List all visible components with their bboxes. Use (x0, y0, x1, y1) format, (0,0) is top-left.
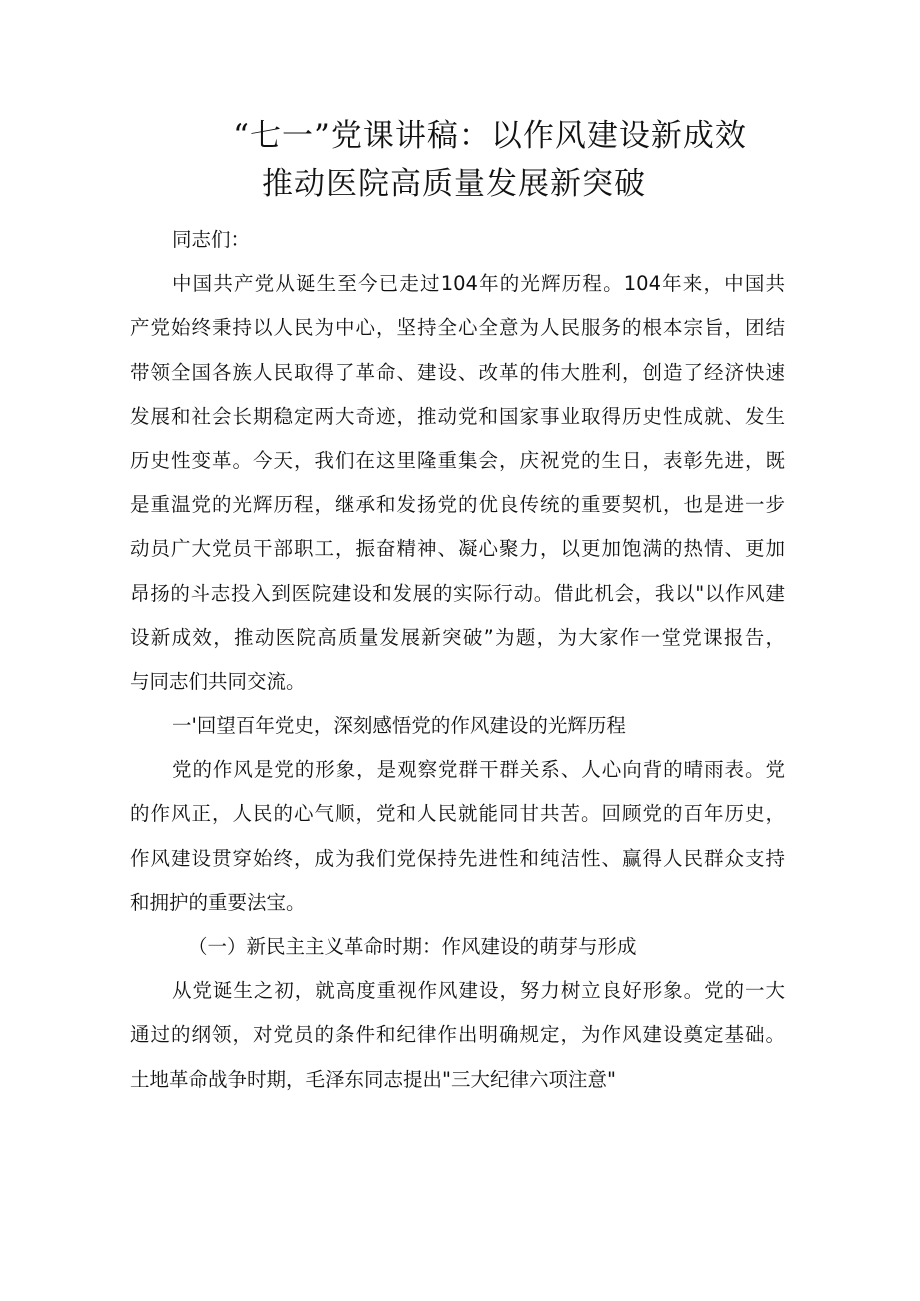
paragraph-2-line: 的作风正，人民的心气顺，党和人民就能同甘共苦。回顾党的百年历史， (130, 802, 785, 826)
paragraph-1-line: 带领全国各族人民取得了革命、建设、改革的伟大胜利，创造了经济快速 (130, 360, 785, 384)
document-title-line-1: “七一”党课讲稿：以作风建设新成效 (233, 118, 747, 154)
paragraph-1-line: 与同志们共同交流。 (130, 669, 306, 693)
salutation: 同志们： (172, 228, 251, 251)
paragraph-1-line: 动员广大党员干部职工，振奋精神、凝心聚力，以更加饱满的热情、更加 (130, 537, 785, 561)
paragraph-3-line: 从党诞生之初，就高度重视作风建设，努力树立良好形象。党的一大 (172, 979, 785, 1003)
paragraph-2-line: 党的作风是党的形象，是观察党群干群关系、人心向背的晴雨表。党 (172, 758, 785, 782)
paragraph-3-line: 通过的纲领，对党员的条件和纪律作出明确规定，为作风建设奠定基础。 (130, 1023, 785, 1047)
paragraph-1-line: 中国共产党从诞生至今已走过104年的光辉历程。104年来，中国共 (172, 272, 785, 296)
paragraph-1-line: 发展和社会长期稳定两大奇迹，推动党和国家事业取得历史性成就、发生 (130, 404, 785, 428)
paragraph-3-line: 土地革命战争时期，毛泽东同志提出"三大纪律六项注意" (130, 1067, 616, 1091)
paragraph-1-line: 产党始终秉持以人民为中心，坚持全心全意为人民服务的根本宗旨，团结 (130, 316, 785, 340)
paragraph-1-line: 设新成效，推动医院高质量发展新突破”为题，为大家作一堂党课报告， (130, 625, 785, 649)
section-heading-1: 一'回望百年党史，深刻感悟党的作风建设的光辉历程 (172, 714, 626, 738)
paragraph-2-line: 和拥护的重要法宝。 (130, 890, 306, 914)
document-body (130, 218, 785, 1102)
paragraph-1-line: 历史性变革。今天，我们在这里隆重集会，庆祝党的生日，表彰先进，既 (130, 448, 785, 472)
subsection-heading-1: （一）新民主主义革命时期：作风建设的萌芽与形成 (188, 935, 637, 958)
paragraph-1-line: 昂扬的斗志投入到医院建设和发展的实际行动。借此机会，我以"以作风建 (130, 581, 785, 605)
paragraph-1-line: 是重温党的光辉历程，继承和发扬党的优良传统的重要契机，也是进一步 (130, 493, 785, 517)
document-title-line-2: 推动医院高质量发展新突破 (262, 166, 646, 202)
paragraph-2-line: 作风建设贯穿始终，成为我们党保持先进性和纯洁性、赢得人民群众支持 (130, 846, 785, 870)
